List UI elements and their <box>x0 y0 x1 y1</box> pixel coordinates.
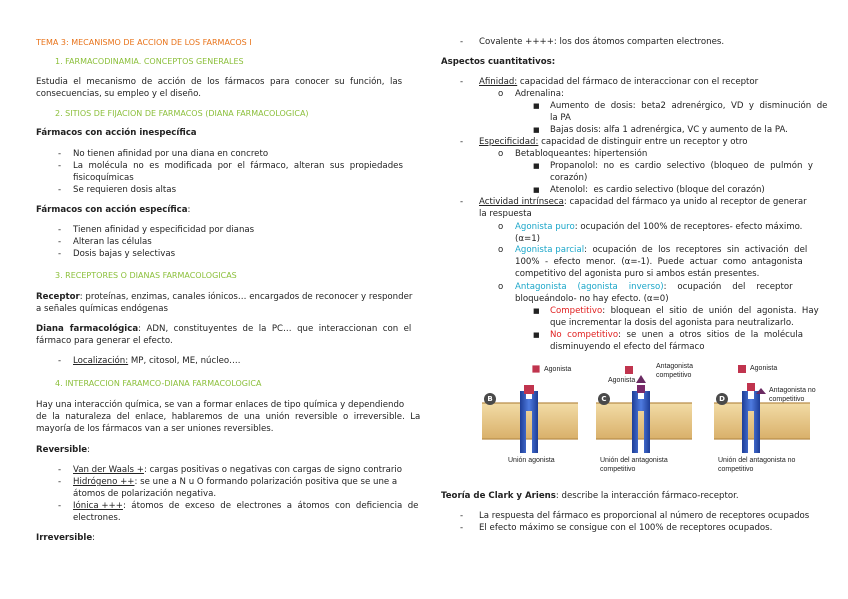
dash-bullet: - <box>58 249 62 259</box>
competitivo-item: Competitivo: bloquean el sitio de unión del agonista. Hay <box>550 306 819 316</box>
antagonista-item: Antagonista (agonista inverso): ocupación del receptor <box>515 282 793 292</box>
ionica-item-line2: electrones. <box>73 513 121 523</box>
panel-c-badge: C <box>598 393 610 405</box>
diana-definition-line2: fármaco para generar el efecto. <box>36 336 173 346</box>
antagonista-line2: bloqueándolo- no hay efecto. (α=0) <box>515 294 669 304</box>
section-1-heading: 1. FARMACODINAMIA. CONCEPTOS GENERALES <box>55 57 244 66</box>
ionica-item: Iónica +++: átomos de exceso de electrones a átomos con deficiencia de <box>73 501 419 511</box>
receptor-definition-line2: a señales químicas endógenas <box>36 304 168 314</box>
dash-bullet: - <box>58 225 62 235</box>
circle-bullet: o <box>498 222 504 232</box>
no-competitivo-line2: disminuyendo el efecto del fármaco <box>550 342 705 352</box>
actividad-intrinseca-item: Actividad intrínseca: capacidad del fármaco ya unido al receptor de generar <box>479 197 807 207</box>
panel-agonist-binding <box>482 365 578 453</box>
dash-bullet: - <box>460 511 464 521</box>
dash-bullet: - <box>460 77 464 87</box>
section-2-heading: 2. SITIOS DE FIJACION DE FARMACOS (DIANA FARMACOLOGICA) <box>55 109 309 118</box>
label-antagonista-competitivo: Antagonista competitivo <box>656 363 693 379</box>
receptor-definition: Receptor: proteínas, enzimas, canales iónicos… encargados de reconocer y responder <box>36 292 413 302</box>
adrenalina-subitem: Bajas dosis: alfa 1 adrenérgica, VC y aumento de la PA. <box>550 125 788 135</box>
propanolol-item: Propanolol: no es cardio selectivo (bloqueo de pulmón y <box>550 161 813 171</box>
label-antagonista-no-competitivo: Antagonista no competitivo <box>769 387 816 403</box>
panel-b-badge: B <box>484 393 496 405</box>
circle-bullet: o <box>498 245 504 255</box>
especifica-title: Fármacos con acción específica: <box>36 205 191 215</box>
reversible-title: Reversible: <box>36 445 91 455</box>
circle-bullet: o <box>498 89 504 99</box>
dash-bullet: - <box>58 465 62 475</box>
panel-d-badge: D <box>716 393 728 405</box>
section-4-text-line2: de la naturaleza del enlace, hablaremos de una unión reversible o irreversible. La <box>36 412 421 422</box>
label-agonista-d: Agonista <box>750 365 778 372</box>
aspectos-title: Aspectos cuantitativos: <box>441 57 556 67</box>
agonista-puro-line2: (α=1) <box>515 234 541 244</box>
especificidad-item: Especificidad: capacidad de distinguir entre un receptor y otro <box>479 137 748 147</box>
covalente-item: Covalente ++++: los dos átomos comparten electrones. <box>479 37 725 47</box>
dash-bullet: - <box>460 37 464 47</box>
list-item: Tienen afinidad y especificidad por dianas <box>73 225 255 235</box>
propanolol-item-line2: corazón) <box>550 173 588 183</box>
actividad-intrinseca-line2: la respuesta <box>479 209 532 219</box>
receptor-binding-figure <box>480 361 825 479</box>
clark-ariens-title: Teoría de Clark y Ariens: describe la interacción fármaco-receptor. <box>441 491 739 501</box>
dash-bullet: - <box>460 137 464 147</box>
hidrogeno-item-line2: átomos de polarización negativa. <box>73 489 217 499</box>
list-item: No tienen afinidad por una diana en concreto <box>73 149 269 159</box>
dash-bullet: - <box>58 501 62 511</box>
adrenalina-subitem: Aumento de dosis: beta2 adrenérgico, VD y disminución de <box>550 101 828 111</box>
dash-bullet: - <box>460 197 464 207</box>
label-agonista-c: Agonista <box>608 377 636 384</box>
list-item: fisicoquímicas <box>73 173 134 183</box>
agonist-ligand <box>524 385 534 394</box>
square-bullet: ■ <box>533 126 540 134</box>
dash-bullet: - <box>58 356 62 366</box>
adrenalina-subitem-line2: la PA <box>550 113 571 123</box>
atenolol-item: Atenolol: es cardio selectivo (bloque del corazón) <box>550 185 765 195</box>
localizacion-item: Localización: MP, citosol, ME, núcleo…. <box>73 356 241 366</box>
agonista-parcial-line3: competitivo del agonista puro si ambos están presentes. <box>515 269 760 279</box>
section-1-text-line1: Estudia el mecanismo de acción de los fármacos para conocer su función, las <box>36 77 403 87</box>
dash-bullet: - <box>58 161 62 171</box>
square-bullet: ■ <box>533 102 540 110</box>
afinidad-item: Afinidad: capacidad del fármaco de interaccionar con el receptor <box>479 77 759 87</box>
clark-item: La respuesta del fármaco es proporcional al número de receptores ocupados <box>479 511 810 521</box>
irreversible-title: Irreversible: <box>36 533 96 543</box>
no-competitivo-item: No competitivo: se unen a otros sitios de la molécula <box>550 330 803 340</box>
section-3-heading: 3. RECEPTORES O DIANAS FARMACOLOGICAS <box>55 271 237 280</box>
diana-definition: Diana farmacológica: ADN, constituyentes de la PC… que interaccionan con el <box>36 324 412 334</box>
caption-panel-c: Unión del antagonista competitivo <box>600 457 668 473</box>
list-item: Se requieren dosis altas <box>73 185 177 195</box>
adrenalina-item: Adrenalina: <box>515 89 564 99</box>
caption-panel-d: Unión del antagonista no competitivo <box>718 457 796 473</box>
dash-bullet: - <box>460 523 464 533</box>
agonista-parcial-item: Agonista parcial: ocupación de los receptores sin activación del <box>515 245 808 255</box>
list-item: La molécula no es modificada por el fármaco, alteran sus propiedades <box>73 161 403 171</box>
square-bullet: ■ <box>533 307 540 315</box>
antagonist-ligand <box>637 385 645 393</box>
dash-bullet: - <box>58 477 62 487</box>
competitivo-line2: que incrementar la dosis del agonista para neutralizarlo. <box>550 318 794 328</box>
betabloqueantes-item: Betabloqueantes: hipertensión <box>515 149 648 159</box>
dash-bullet: - <box>58 149 62 159</box>
document-title: TEMA 3: MECANISMO DE ACCION DE LOS FARMACOS I <box>36 38 252 47</box>
dash-bullet: - <box>58 237 62 247</box>
van-der-waals-item: Van der Waals +: cargas positivas o negativas con cargas de signo contrario <box>73 465 403 475</box>
panel-noncompetitive-antagonist <box>714 365 810 453</box>
section-4-text-line1: Hay una interacción química, se van a formar enlaces de tipo química y dependiendo <box>36 400 405 410</box>
clark-item: El efecto máximo se consigue con el 100% de receptores ocupados. <box>479 523 773 533</box>
agonista-puro-item: Agonista puro: ocupación del 100% de receptores- efecto máximo. <box>515 222 803 232</box>
section-1-text-line2: consecuencias, su empleo y el diseño. <box>36 89 201 99</box>
agonista-parcial-line2: 100% - efecto menor. (α=-1). Puede actuar como antagonista <box>515 257 803 267</box>
list-item: Dosis bajas y selectivas <box>73 249 176 259</box>
square-bullet: ■ <box>533 331 540 339</box>
dash-bullet: - <box>58 185 62 195</box>
circle-bullet: o <box>498 149 504 159</box>
label-agonista-b: Agonista <box>544 366 572 373</box>
hidrogeno-item: Hidrógeno ++: se une a N u O formando polarización positiva que se une a <box>73 477 398 487</box>
membrane <box>714 403 810 439</box>
square-bullet: ■ <box>533 186 540 194</box>
circle-bullet: o <box>498 282 504 292</box>
inespecifica-title: Fármacos con acción inespecífica <box>36 128 197 138</box>
square-bullet: ■ <box>533 162 540 170</box>
list-item: Alteran las células <box>73 237 152 247</box>
section-4-text-line3: mayoría de los fármacos van a ser uniones reversibles. <box>36 424 274 434</box>
section-4-heading: 4. INTERACCION FARAMCO-DIANA FARMACOLOGICA <box>55 379 262 388</box>
caption-panel-b: Unión agonista <box>508 457 555 464</box>
